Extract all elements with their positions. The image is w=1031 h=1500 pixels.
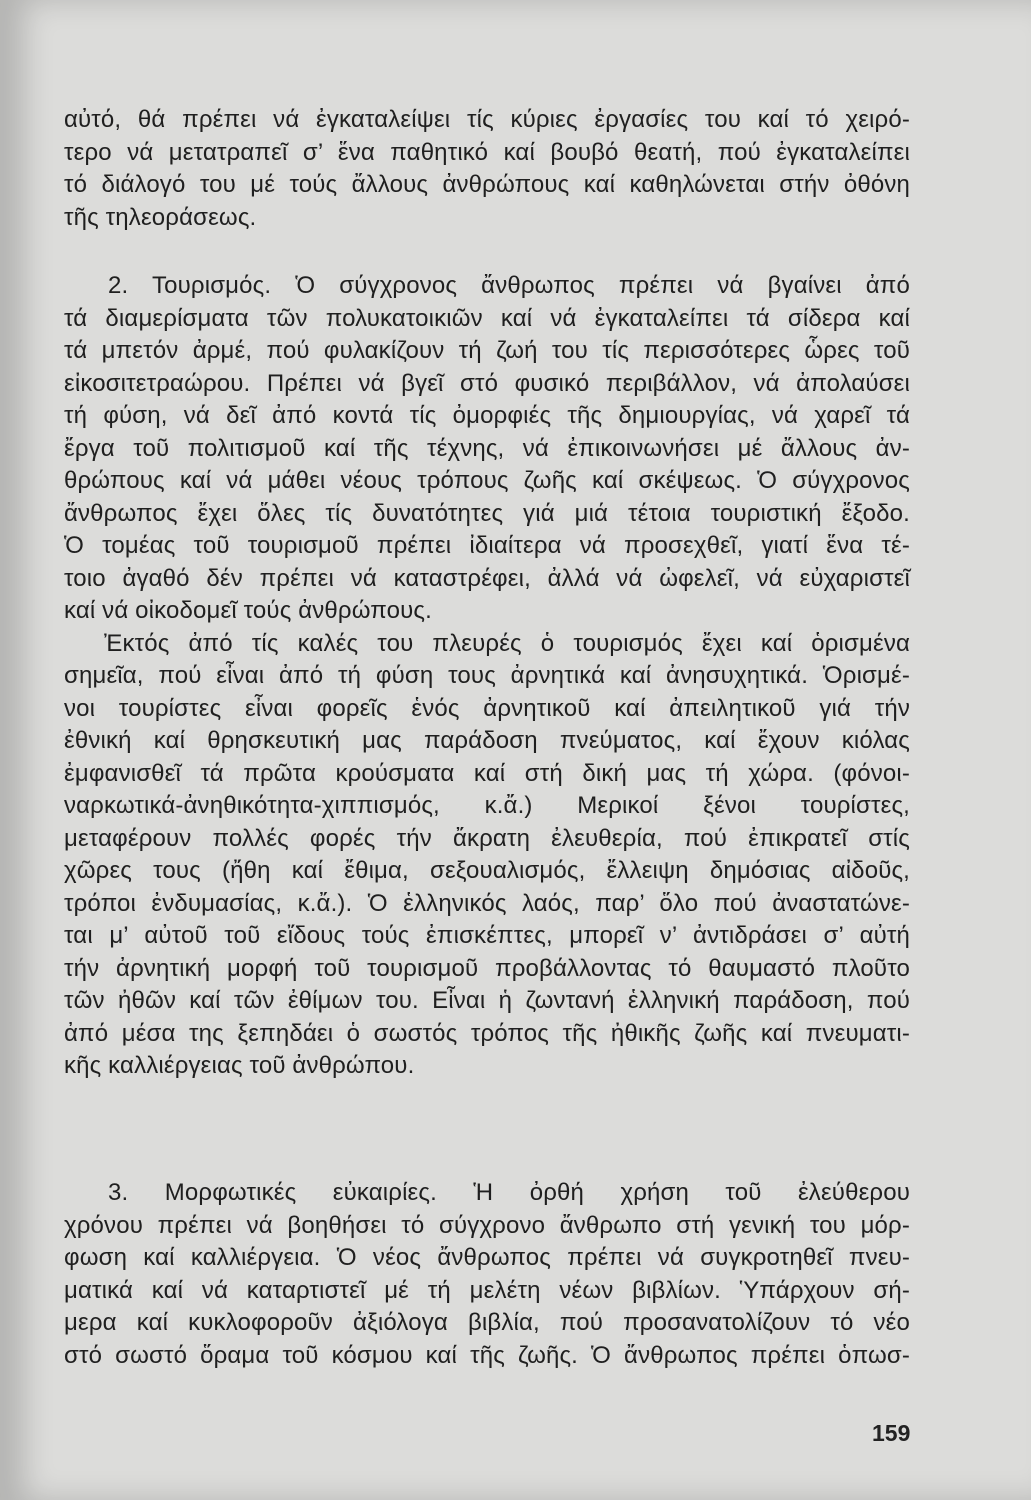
text-line: τρόποι ἐνδυμασίας, κ.ἄ.). Ὁ ἑλληνικός λαός, παρ’ ὅλο πού ἀναστατώνε- xyxy=(64,889,910,917)
text-line: ται μ’ αὐτοῦ τοῦ εἴδους τούς ἐπισκέπτες, μπορεῖ ν’ ἀντιδράσει σ’ αὐτή xyxy=(64,922,910,949)
text-line: καί νά οἰκοδομεῖ τούς ἀνθρώπους. xyxy=(64,597,432,624)
text-line: τά διαμερίσματα τῶν πολυκατοικιῶν καί νά ἐγκαταλείπει τά σίδερα καί xyxy=(64,304,910,332)
text-line: τά μπετόν ἀρμέ, πού φυλακίζουν τή ζωή του τίς περισσότερες ὧρες τοῦ xyxy=(64,337,910,364)
text-line: κῆς καλλιέργειας τοῦ ἀνθρώπου. xyxy=(64,1052,415,1079)
text-line: φωση καί καλλιέργεια. Ὁ νέος ἄνθρωπος πρέπει νά συγκροτηθεῖ πνευ- xyxy=(64,1244,910,1271)
text-line: ἔργα τοῦ πολιτισμοῦ καί τῆς τέχνης, νά ἐπικοινωνήσει μέ ἄλλους ἀν- xyxy=(64,434,910,462)
text-line: Ὁ τομέας τοῦ τουρισμοῦ πρέπει ἰδιαίτερα νά προσεχθεῖ, γιατί ἕνα τέ- xyxy=(64,532,910,559)
text-line: τή φύση, νά δεῖ ἀπό κοντά τίς ὀμορφιές τῆς δημιουργίας, νά χαρεῖ τά xyxy=(64,402,910,429)
text-line: αὐτό, θά πρέπει νά ἐγκαταλείψει τίς κύριες ἐργασίες του καί τό χειρό- xyxy=(64,106,910,133)
paragraph-start-line: Ἐκτός ἀπό τίς καλές του πλευρές ὁ τουρισμός ἔχει καί ὁρισμένα xyxy=(104,629,910,657)
text-line: ἐμφανισθεῖ τά πρῶτα κρούσματα καί στή δική μας τή χώρα. (φόνοι- xyxy=(64,759,910,787)
text-line: μερα καί κυκλοφοροῦν ἀξιόλογα βιβλία, πού προσανατολίζουν τό νέο xyxy=(64,1309,910,1336)
text-line: τερο νά μετατραπεῖ σ’ ἕνα παθητικό καί βουβό θεατή, πού ἐγκαταλείπει xyxy=(64,138,910,166)
text-line: εἰκοσιτετραώρου. Πρέπει νά βγεῖ στό φυσικό περιβάλλον, νά ἀπολαύσει xyxy=(64,369,910,397)
text-line: τοιο ἀγαθό δέν πρέπει νά καταστρέφει, ἀλλά νά ὠφελεῖ, νά εὐχαριστεῖ xyxy=(64,564,910,592)
text-line: χῶρες τους (ἤθη καί ἔθιμα, σεξουαλισμός, ἔλλειψη δημόσιας αἰδοῦς, xyxy=(64,857,910,884)
text-block-tourism xyxy=(64,270,910,1083)
text-line: στό σωστό ὅραμα τοῦ κόσμου καί τῆς ζωῆς. Ὁ ἄνθρωπος πρέπει ὁπωσ- xyxy=(64,1341,910,1369)
text-line: σημεῖα, πού εἶναι ἀπό τή φύση τους ἀρνητικά καί ἀνησυχητικά. Ὁρισμέ- xyxy=(64,662,910,689)
text-line: ναρκωτικά-ἀνηθικότητα-χιππισμός, κ.ἄ.) Μερικοί ξένοι τουρίστες, xyxy=(64,792,910,819)
text-line: νοι τουρίστες εἶναι φορεῖς ἑνός ἀρνητικοῦ καί ἀπειλητικοῦ γιά τήν xyxy=(64,694,910,722)
text-line: τῆς τηλεοράσεως. xyxy=(64,203,257,231)
text-line: θρώπους καί νά μάθει νέους τρόπους ζωῆς καί σκέψεως. Ὁ σύγχρονος xyxy=(64,467,910,494)
page-number: 159 xyxy=(872,1420,911,1446)
text-line: μεταφέρουν πολλές φορές τήν ἄκρατη ἐλευθερία, πού ἐπικρατεῖ στίς xyxy=(64,824,910,852)
text-line: τῶν ἠθῶν καί τῶν ἐθίμων του. Εἶναι ἡ ζωντανή ἑλληνική παράδοση, πού xyxy=(64,987,910,1014)
text-line: ἄνθρωπος ἔχει ὅλες τίς δυνατότητες γιά μιά τέτοια τουριστική ἔξοδο. xyxy=(64,499,910,527)
text-block-intro xyxy=(64,104,910,234)
text-line: τό διάλογό του μέ τούς ἄλλους ἀνθρώπους καί καθηλώνεται στήν ὀθόνη xyxy=(64,171,910,198)
text-line: ματικά καί νά καταρτιστεῖ μέ τή μελέτη νέων βιβλίων. Ὑπάρχουν σή- xyxy=(64,1276,910,1304)
text-line: ἐθνική καί θρησκευτική μας παράδοση πνεύματος, καί ἔχουν κιόλας xyxy=(64,727,910,754)
section-heading-line: 3. Μορφωτικές εὐκαιρίες. Ἡ ὀρθή χρήση τοῦ ἐλεύθερου xyxy=(108,1179,910,1206)
text-line: ἀπό μέσα της ξεπηδάει ὁ σωστός τρόπος τῆς ἠθικῆς ζωῆς καί πνευματι- xyxy=(64,1019,910,1047)
text-line: τήν ἀρνητική μορφή τοῦ τουρισμοῦ προβάλλοντας τό θαυμαστό πλοῦτο xyxy=(64,954,910,982)
text-line: χρόνου πρέπει νά βοηθήσει τό σύγχρονο ἄνθρωπο στή γενική του μόρ- xyxy=(64,1211,910,1239)
text-block-education xyxy=(64,1177,910,1372)
section-heading-line: 2. Τουρισμός. Ὁ σύγχρονος ἄνθρωπος πρέπει νά βγαίνει ἀπό xyxy=(108,272,910,299)
